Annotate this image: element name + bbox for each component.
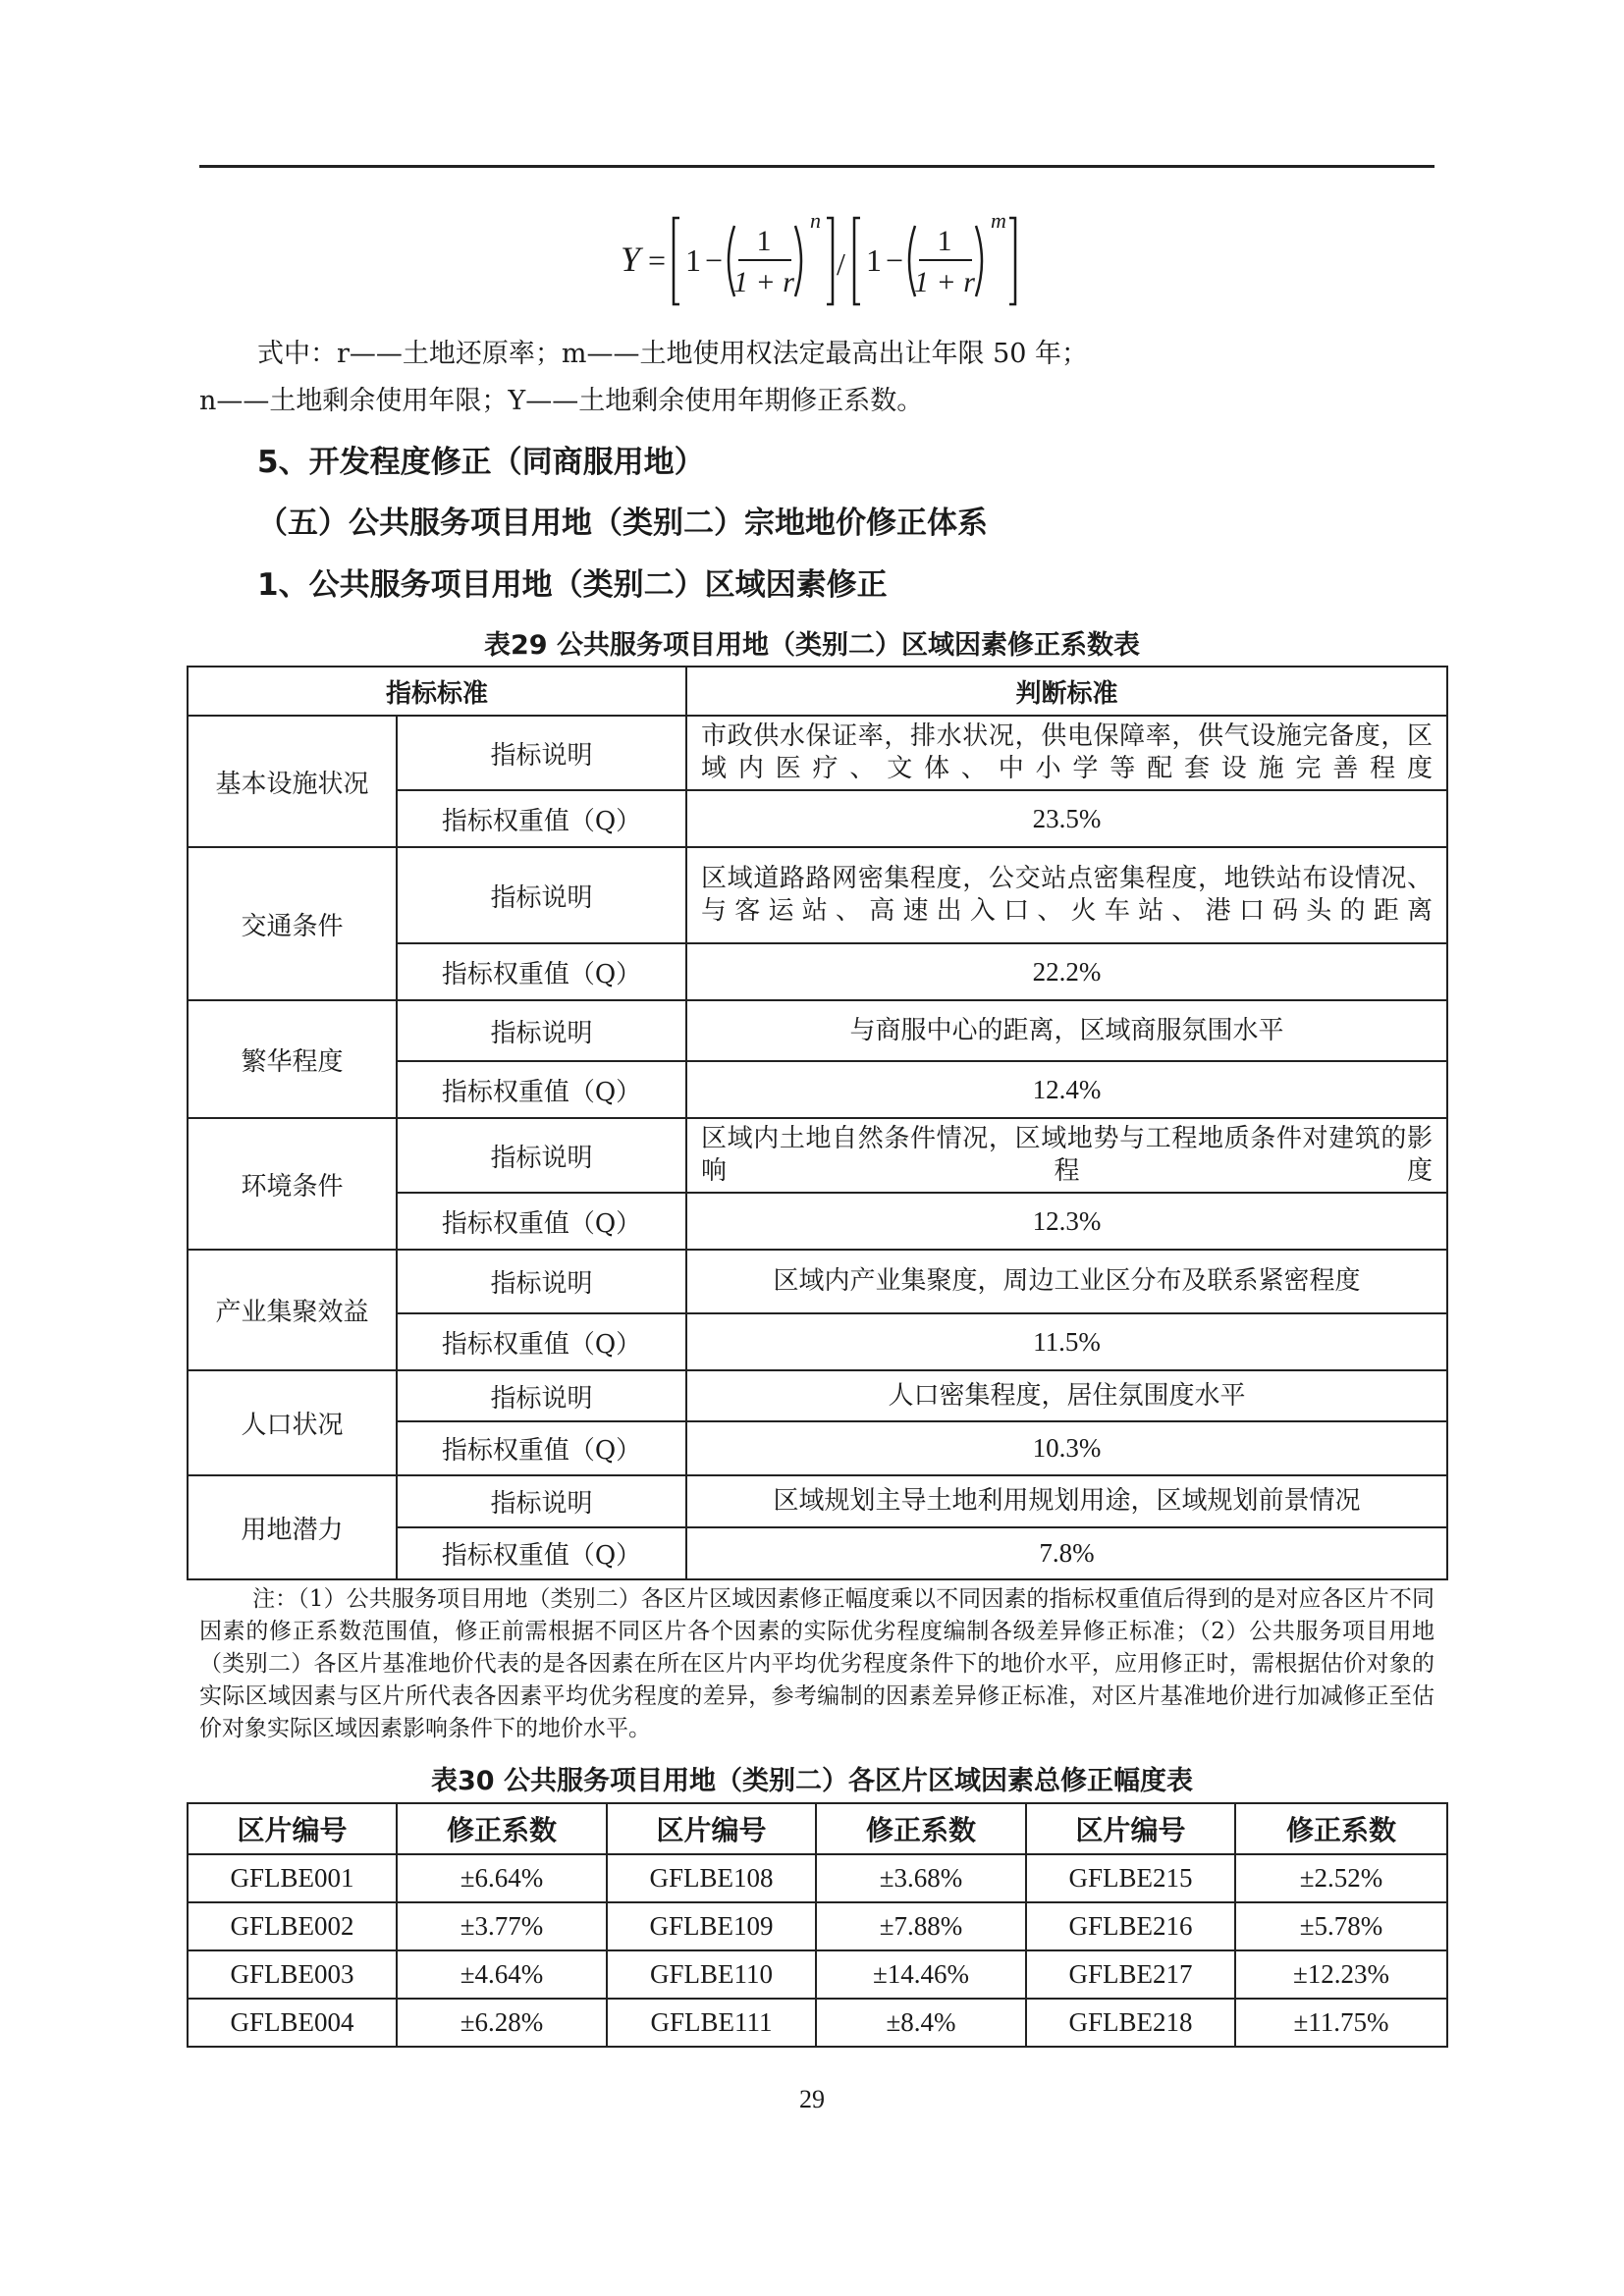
table29-header-right: 判断标准 xyxy=(686,667,1447,716)
formula-exp-m: m xyxy=(991,208,1006,233)
formula-slash: / xyxy=(837,246,845,282)
factor-desc: 市政供水保证率，排水状况，供电保障率，供气设施完备度，区域内医疗、文体、中小学等配套设施完善程度 xyxy=(686,716,1447,790)
desc-label: 指标说明 xyxy=(397,716,686,790)
zone-code: GFLBE108 xyxy=(607,1854,816,1902)
desc-label: 指标说明 xyxy=(397,1475,686,1527)
factor-name: 繁华程度 xyxy=(188,1000,397,1118)
weight-label: 指标权重值（Q） xyxy=(397,790,686,847)
table-row xyxy=(188,1902,1447,1950)
weight-label: 指标权重值（Q） xyxy=(397,1313,686,1370)
zone-code: GFLBE218 xyxy=(1026,1999,1235,2047)
correction-value: ±7.88% xyxy=(816,1902,1026,1950)
factor-weight: 7.8% xyxy=(686,1527,1447,1579)
factor-desc: 人口密集程度，居住氛围度水平 xyxy=(686,1370,1447,1421)
zone-code: GFLBE003 xyxy=(188,1950,397,1999)
weight-label: 指标权重值（Q） xyxy=(397,943,686,1000)
svg-text:=: = xyxy=(648,242,667,278)
table-row xyxy=(188,1854,1447,1902)
factor-name: 基本设施状况 xyxy=(188,716,397,847)
col-header: 区片编号 xyxy=(188,1803,397,1854)
zone-code: GFLBE217 xyxy=(1026,1950,1235,1999)
factor-weight: 11.5% xyxy=(686,1313,1447,1370)
factor-name: 用地潜力 xyxy=(188,1475,397,1579)
factor-name: 环境条件 xyxy=(188,1118,397,1250)
desc-label: 指标说明 xyxy=(397,1250,686,1313)
heading-regional-factor: 1、公共服务项目用地（类别二）区域因素修正 xyxy=(257,567,888,603)
total-correction-table xyxy=(187,1802,1448,2048)
correction-value: ±6.28% xyxy=(397,1999,607,2047)
formula-den-2: 1 + r xyxy=(914,266,975,298)
factor-desc: 区域道路路网密集程度，公交站点密集程度，地铁站布设情况、与客运站、高速出入口、火车站、港口码头的距离 xyxy=(686,847,1447,943)
heading-development-degree: 5、开发程度修正（同商服用地） xyxy=(257,445,705,480)
correction-value: ±12.23% xyxy=(1235,1950,1447,1999)
desc-label: 指标说明 xyxy=(397,1370,686,1421)
col-header: 修正系数 xyxy=(1235,1803,1447,1854)
zone-code: GFLBE216 xyxy=(1026,1902,1235,1950)
col-header: 修正系数 xyxy=(816,1803,1026,1854)
remaining-years-formula xyxy=(609,206,1070,314)
factor-desc: 与商服中心的距离，区域商服氛围水平 xyxy=(686,1000,1447,1061)
factor-desc: 区域规划主导土地利用规划用途，区域规划前景情况 xyxy=(686,1475,1447,1527)
correction-value: ±2.52% xyxy=(1235,1854,1447,1902)
table-row xyxy=(188,1950,1447,1999)
desc-label: 指标说明 xyxy=(397,1118,686,1193)
correction-value: ±3.77% xyxy=(397,1902,607,1950)
factor-weight: 12.3% xyxy=(686,1193,1447,1250)
table30-caption: 表30 公共服务项目用地（类别二）各区片区域因素总修正幅度表 xyxy=(431,1766,1193,1796)
table-row xyxy=(188,1999,1447,2047)
correction-value: ±3.68% xyxy=(816,1854,1026,1902)
formula-den-1: 1 + r xyxy=(733,266,794,298)
formula-minus-1: − xyxy=(705,242,724,278)
correction-value: ±5.78% xyxy=(1235,1902,1447,1950)
col-header: 区片编号 xyxy=(1026,1803,1235,1854)
heading-section-5: （五）公共服务项目用地（类别二）宗地地价修正体系 xyxy=(257,506,988,541)
correction-value: ±8.4% xyxy=(816,1999,1026,2047)
formula-minus-2: − xyxy=(886,242,904,278)
zone-code: GFLBE109 xyxy=(607,1902,816,1950)
weight-label: 指标权重值（Q） xyxy=(397,1193,686,1250)
zone-code: GFLBE110 xyxy=(607,1950,816,1999)
factor-desc: 区域内产业集聚度，周边工业区分布及联系紧密程度 xyxy=(686,1250,1447,1313)
factor-weight: 22.2% xyxy=(686,943,1447,1000)
weight-label: 指标权重值（Q） xyxy=(397,1421,686,1475)
formula-explanation-line1: 式中：r——土地还原率；m——土地使用权法定最高出让年限 50 年； xyxy=(257,339,1089,369)
formula-num-1: 1 xyxy=(756,225,772,257)
table29-header-left: 指标标准 xyxy=(188,667,686,716)
formula-one-1: 1 xyxy=(685,242,701,278)
factor-weight: 12.4% xyxy=(686,1061,1447,1118)
header-rule xyxy=(199,165,1435,168)
correction-value: ±14.46% xyxy=(816,1950,1026,1999)
weight-label: 指标权重值（Q） xyxy=(397,1061,686,1118)
formula-one-2: 1 xyxy=(866,242,882,278)
factor-name: 产业集聚效益 xyxy=(188,1250,397,1370)
col-header: 区片编号 xyxy=(607,1803,816,1854)
zone-code: GFLBE111 xyxy=(607,1999,816,2047)
factor-name: 人口状况 xyxy=(188,1370,397,1475)
correction-value: ±11.75% xyxy=(1235,1999,1447,2047)
zone-code: GFLBE215 xyxy=(1026,1854,1235,1902)
factor-weight: 10.3% xyxy=(686,1421,1447,1475)
zone-code: GFLBE004 xyxy=(188,1999,397,2047)
factor-weight: 23.5% xyxy=(686,790,1447,847)
col-header: 修正系数 xyxy=(397,1803,607,1854)
desc-label: 指标说明 xyxy=(397,847,686,943)
regional-factor-table xyxy=(187,666,1448,1580)
note-text: 注：（1）公共服务项目用地（类别二）各区片区域因素修正幅度乘以不同因素的指标权重值后得到的是对应各区片不同因素的修正系数范围值，修正前需根据不同区片各个因素的实际优劣程度编制各级差异修正标准；（2）公共服务项目用地（类别二）各区片基准地价代表的是各因素在所在区片内平均优劣程度条件下的地价水平，应用修正时，需根据估价对象的实际区域因素与区片所代表各因素平均优劣程度的差异，参考编制的因素差异修正标准，对区片基准地价进行加减修正至估价对象实际区域因素影响条件下的地价水平。 xyxy=(199,1586,1435,1741)
table29-caption: 表29 公共服务项目用地（类别二）区域因素修正系数表 xyxy=(484,630,1140,661)
correction-value: ±4.64% xyxy=(397,1950,607,1999)
formula-exp-n: n xyxy=(810,208,821,233)
factor-desc: 区域内土地自然条件情况，区域地势与工程地质条件对建筑的影响程度 xyxy=(686,1118,1447,1193)
formula-explanation-line2: n——土地剩余使用年限；Y——土地剩余使用年期修正系数。 xyxy=(199,386,924,416)
table29-note xyxy=(199,1583,1435,1745)
zone-code: GFLBE002 xyxy=(188,1902,397,1950)
weight-label: 指标权重值（Q） xyxy=(397,1527,686,1579)
formula-lhs: Y xyxy=(621,240,641,279)
page-number: 29 xyxy=(799,2085,825,2113)
desc-label: 指标说明 xyxy=(397,1000,686,1061)
correction-value: ±6.64% xyxy=(397,1854,607,1902)
factor-name: 交通条件 xyxy=(188,847,397,1000)
formula-num-2: 1 xyxy=(937,225,952,257)
zone-code: GFLBE001 xyxy=(188,1854,397,1902)
